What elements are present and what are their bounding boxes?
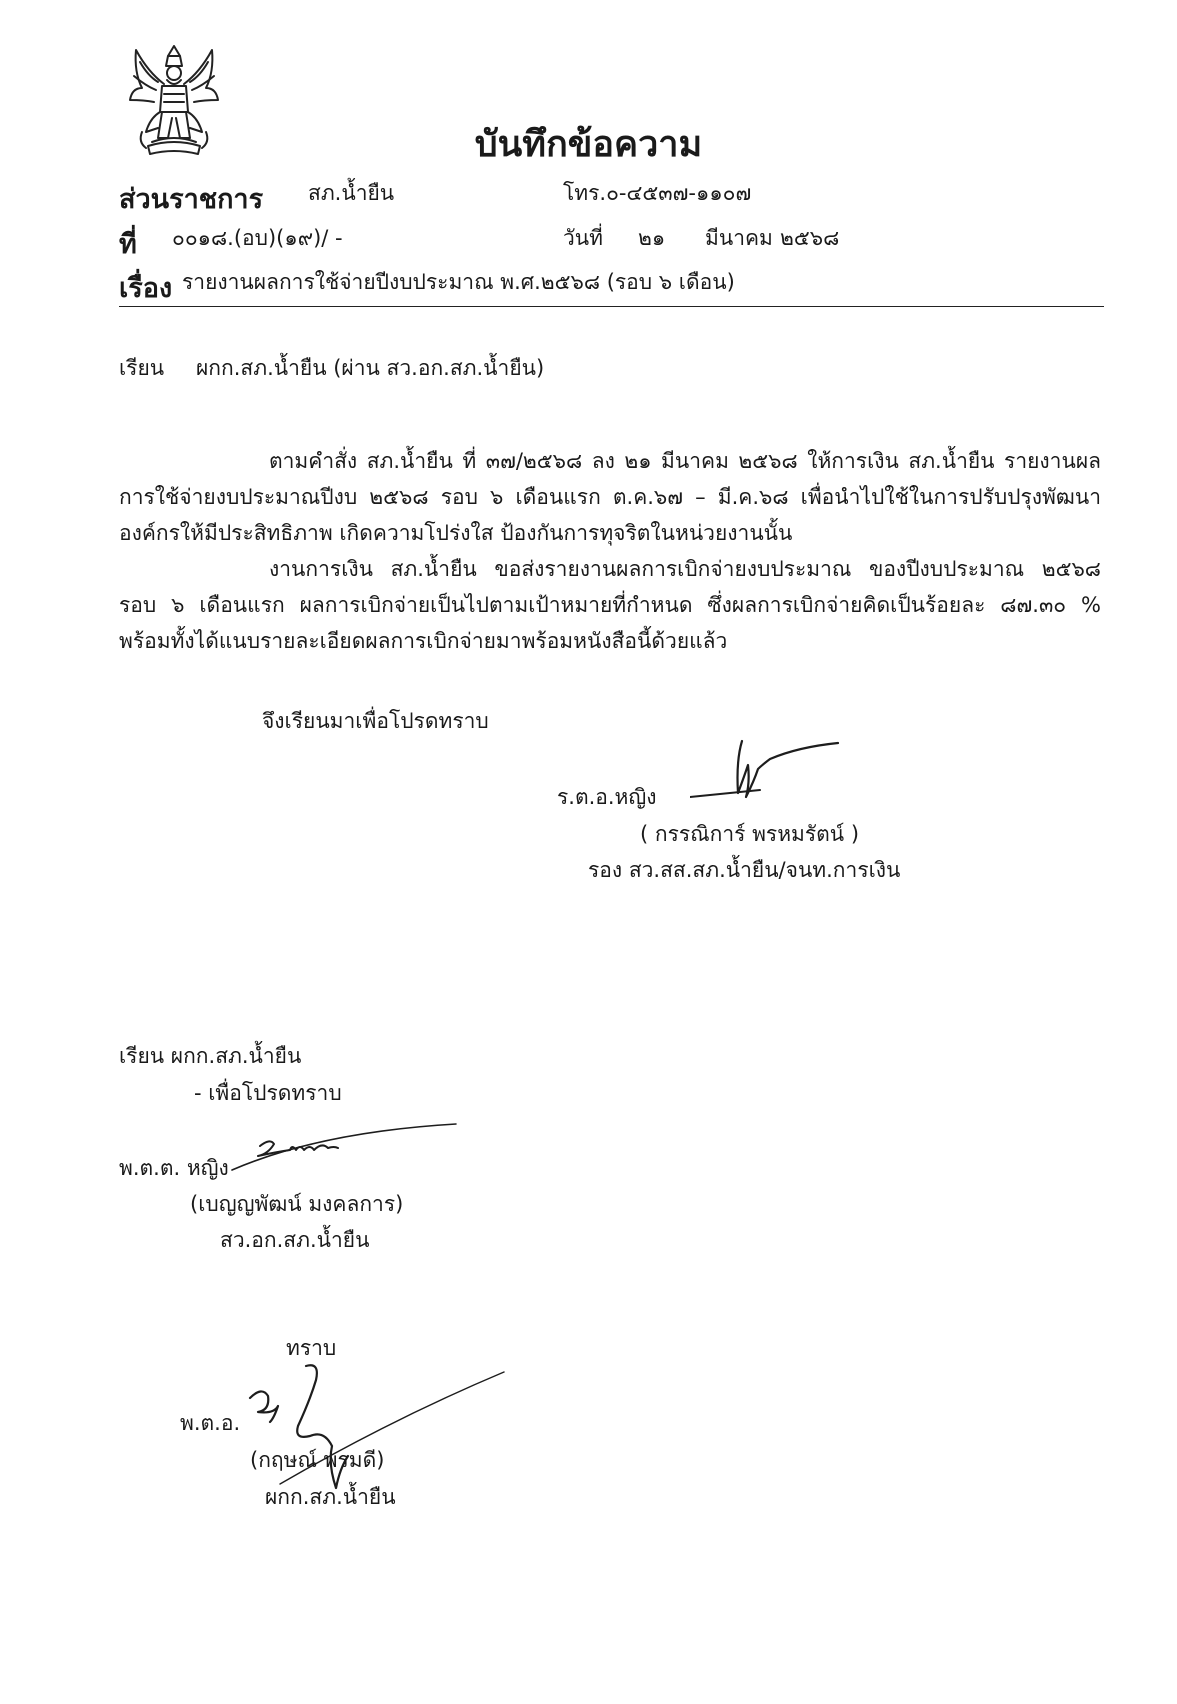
signer1-signature-icon [690,735,840,810]
acknowledger-position: ผกก.สภ.น้ำยืน [265,1485,396,1509]
document-title: บันทึกข้อความ [474,124,703,165]
department-label: ส่วนราชการ [119,184,264,215]
salutation-label: เรียน [119,356,165,380]
signer1-rank: ร.ต.อ.หญิง [557,785,657,809]
reference-number: ๐๐๑๘.(อบ)(๑๙)/ - [172,226,343,250]
endorser-position: สว.อก.สภ.น้ำยืน [220,1228,370,1252]
acknowledge-word: ทราบ [286,1336,337,1360]
body-paragraph-2-text: งานการเงิน สภ.น้ำยืน ขอส่งรายงานผลการเบิกจ่ายงบประมาณ ของปีงบประมาณ ๒๕๖๘ รอบ ๖ เดือนแรก ผลการเบิกจ่ายเป็นไปตามเป้าหมายที่กำหนด ซึ่งผลการเบิกจ่ายคิดเป็นร้อยละ ๘๗.๓๐ % พร้อมทั้งได้แนบรายละเอียดผลการเบิกจ่ายมาพร้อมหนังสือนี้ด้วยแล้ว [119,557,1101,653]
date-label: วันที่ [563,226,603,250]
endorsement-note: - เพื่อโปรดทราบ [194,1081,342,1105]
subject-label: เรื่อง [119,273,173,304]
acknowledger-rank: พ.ต.อ. [180,1411,241,1435]
date-month: มีนาคม [705,226,773,250]
endorser-signature-icon [230,1118,460,1178]
reference-label: ที่ [119,229,137,260]
body-paragraph-1 [119,443,1101,551]
department-value: สภ.น้ำยืน [308,181,395,205]
endorsement-salutation: เรียน ผกก.สภ.น้ำยืน [119,1044,302,1068]
date-year: ๒๕๖๘ [780,226,840,250]
endorsement-rank: พ.ต.ต. หญิง [119,1156,229,1180]
salutation-recipient: ผกก.สภ.น้ำยืน (ผ่าน สว.อก.สภ.น้ำยืน) [196,356,545,380]
acknowledger-signature-icon [240,1360,510,1500]
signer1-position: รอง สว.สส.สภ.น้ำยืน/จนท.การเงิน [588,858,901,882]
body-paragraph-1-text: ตามคำสั่ง สภ.น้ำยืน ที่ ๓๗/๒๕๖๘ ลง ๒๑ มีนาคม ๒๕๖๘ ให้การเงิน สภ.น้ำยืน รายงานผลการใช้จ่ายงบประมาณปีงบ ๒๕๖๘ รอบ ๖ เดือนแรก ต.ค.๖๗ – มี.ค.๖๘ เพื่อนำไปใช้ในการปรับปรุงพัฒนาองค์กรให้มีประสิทธิภาพ เกิดความโปร่งใส ป้องกันการทุจริตในหน่วยงานนั้น [119,449,1101,545]
header-divider [119,306,1104,307]
closing-line: จึงเรียนมาเพื่อโปรดทราบ [262,709,489,733]
subject-value: รายงานผลการใช้จ่ายปีงบประมาณ พ.ศ.๒๕๖๘ (รอบ ๖ เดือน) [182,270,735,294]
acknowledger-name: (กฤษณ์ พรมดี) [250,1448,385,1472]
phone-number: โทร.๐-๔๕๓๗-๑๑๐๗ [563,181,752,205]
signer1-name: ( กรรณิการ์ พรหมรัตน์ ) [640,822,860,846]
body-paragraph-2 [119,551,1101,659]
endorser-name: (เบญญพัฒน์ มงคลการ) [190,1192,404,1216]
date-day: ๒๑ [638,226,666,250]
